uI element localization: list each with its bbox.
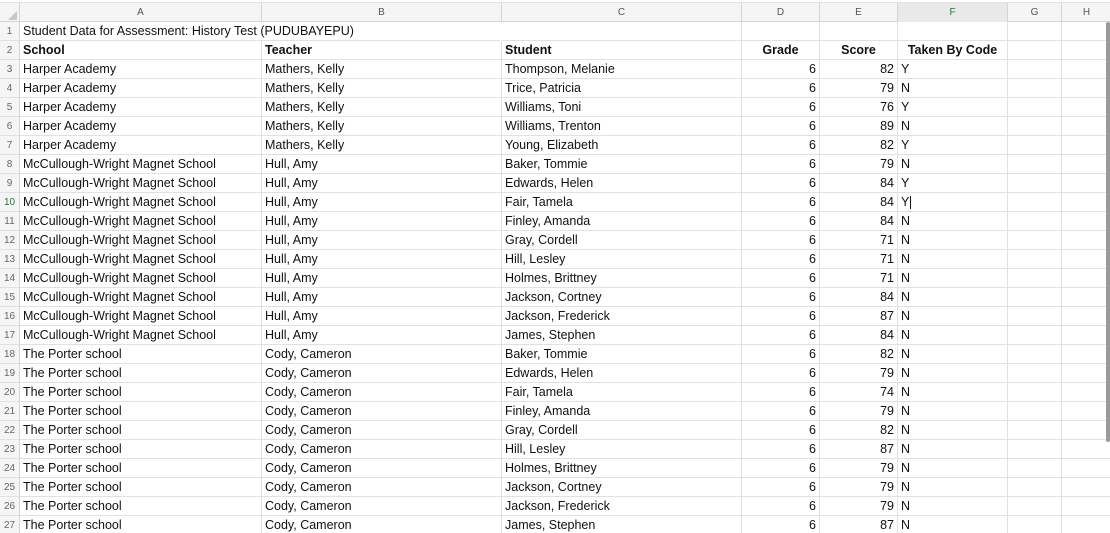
school-cell[interactable]: The Porter school <box>20 345 262 364</box>
score-cell[interactable]: 82 <box>820 136 898 155</box>
student-cell[interactable]: Baker, Tommie <box>502 345 742 364</box>
empty-cell[interactable] <box>1062 440 1110 459</box>
row-header[interactable]: 27 <box>0 516 20 533</box>
row-header[interactable]: 3 <box>0 60 20 79</box>
taken-by-code-cell[interactable]: N <box>898 383 1008 402</box>
score-cell[interactable]: 79 <box>820 497 898 516</box>
row-header[interactable]: 2 <box>0 41 20 60</box>
score-cell[interactable]: 79 <box>820 79 898 98</box>
column-header-bar <box>0 2 1110 22</box>
score-cell[interactable]: 84 <box>820 212 898 231</box>
grade-cell[interactable]: 6 <box>742 231 820 250</box>
empty-cell[interactable] <box>1008 269 1062 288</box>
sheet-title-cell[interactable]: Student Data for Assessment: History Test (PUDUBAYEPU) <box>20 22 500 41</box>
school-cell[interactable]: McCullough-Wright Magnet School <box>20 155 262 174</box>
table-row <box>0 60 1110 79</box>
table-row <box>0 22 1110 41</box>
row-header[interactable]: 5 <box>0 98 20 117</box>
school-cell[interactable]: McCullough-Wright Magnet School <box>20 288 262 307</box>
empty-cell[interactable] <box>1008 459 1062 478</box>
grade-cell[interactable]: 6 <box>742 364 820 383</box>
school-cell[interactable]: McCullough-Wright Magnet School <box>20 174 262 193</box>
empty-cell[interactable] <box>1008 155 1062 174</box>
student-cell[interactable]: Edwards, Helen <box>502 174 742 193</box>
teacher-cell[interactable]: Hull, Amy <box>262 155 502 174</box>
table-row <box>0 174 1110 193</box>
column-header-b[interactable]: B <box>262 3 502 22</box>
score-cell[interactable]: 71 <box>820 269 898 288</box>
teacher-cell[interactable]: Cody, Cameron <box>262 421 502 440</box>
grade-cell[interactable]: 6 <box>742 440 820 459</box>
grade-cell[interactable]: 6 <box>742 117 820 136</box>
column-header-d[interactable]: D <box>742 3 820 22</box>
empty-cell[interactable] <box>1062 269 1110 288</box>
grade-cell[interactable]: 6 <box>742 307 820 326</box>
row-header[interactable]: 24 <box>0 459 20 478</box>
teacher-cell[interactable]: Hull, Amy <box>262 288 502 307</box>
grade-cell[interactable]: 6 <box>742 421 820 440</box>
empty-cell[interactable] <box>1062 174 1110 193</box>
grade-cell[interactable]: 6 <box>742 516 820 533</box>
row-header[interactable]: 25 <box>0 478 20 497</box>
empty-cell[interactable] <box>1062 98 1110 117</box>
empty-cell[interactable] <box>1008 212 1062 231</box>
school-cell[interactable]: The Porter school <box>20 364 262 383</box>
score-cell[interactable]: 79 <box>820 459 898 478</box>
student-cell[interactable]: Baker, Tommie <box>502 155 742 174</box>
teacher-cell[interactable]: Hull, Amy <box>262 250 502 269</box>
school-cell[interactable]: Harper Academy <box>20 117 262 136</box>
header-school[interactable]: School <box>20 41 262 60</box>
student-cell[interactable]: Gray, Cordell <box>502 421 742 440</box>
teacher-cell[interactable]: Cody, Cameron <box>262 459 502 478</box>
student-cell[interactable]: Finley, Amanda <box>502 402 742 421</box>
row-header[interactable]: 7 <box>0 136 20 155</box>
school-cell[interactable]: The Porter school <box>20 383 262 402</box>
empty-cell[interactable] <box>1008 136 1062 155</box>
student-cell[interactable]: Jackson, Frederick <box>502 497 742 516</box>
empty-cell[interactable] <box>1062 326 1110 345</box>
grade-cell[interactable]: 6 <box>742 155 820 174</box>
empty-cell[interactable] <box>1008 345 1062 364</box>
teacher-cell[interactable]: Cody, Cameron <box>262 516 502 533</box>
student-cell[interactable]: Gray, Cordell <box>502 231 742 250</box>
score-cell[interactable]: 74 <box>820 383 898 402</box>
taken-by-code-cell[interactable]: N <box>898 307 1008 326</box>
empty-cell[interactable] <box>1062 383 1110 402</box>
school-cell[interactable]: McCullough-Wright Magnet School <box>20 231 262 250</box>
empty-cell[interactable] <box>1008 41 1062 60</box>
school-cell[interactable]: The Porter school <box>20 421 262 440</box>
student-cell[interactable]: Jackson, Cortney <box>502 478 742 497</box>
empty-cell[interactable] <box>1008 364 1062 383</box>
school-cell[interactable]: Harper Academy <box>20 79 262 98</box>
empty-cell[interactable] <box>820 22 898 41</box>
school-cell[interactable]: Harper Academy <box>20 98 262 117</box>
table-row <box>0 326 1110 345</box>
row-header[interactable]: 10 <box>0 193 20 212</box>
row-header[interactable]: 22 <box>0 421 20 440</box>
table-row <box>0 193 1110 212</box>
table-row <box>0 98 1110 117</box>
empty-cell[interactable] <box>1062 402 1110 421</box>
student-cell[interactable]: James, Stephen <box>502 326 742 345</box>
header-teacher[interactable]: Teacher <box>262 41 502 60</box>
student-cell[interactable]: Williams, Toni <box>502 98 742 117</box>
empty-cell[interactable] <box>1062 136 1110 155</box>
row-header[interactable]: 16 <box>0 307 20 326</box>
row-header[interactable]: 13 <box>0 250 20 269</box>
table-row <box>0 117 1110 136</box>
table-row <box>0 79 1110 98</box>
school-cell[interactable]: The Porter school <box>20 497 262 516</box>
school-cell[interactable]: The Porter school <box>20 402 262 421</box>
header-grade[interactable]: Grade <box>742 41 820 60</box>
taken-by-code-cell[interactable]: N <box>898 288 1008 307</box>
row-header[interactable]: 6 <box>0 117 20 136</box>
teacher-cell[interactable]: Hull, Amy <box>262 231 502 250</box>
row-header[interactable]: 17 <box>0 326 20 345</box>
taken-by-code-cell[interactable]: N <box>898 516 1008 533</box>
taken-by-code-cell[interactable]: Y <box>898 98 1008 117</box>
taken-by-code-cell[interactable]: N <box>898 212 1008 231</box>
taken-by-code-cell[interactable]: N <box>898 117 1008 136</box>
score-cell[interactable]: 71 <box>820 231 898 250</box>
header-student[interactable]: Student <box>502 41 742 60</box>
row-header[interactable]: 20 <box>0 383 20 402</box>
row-header[interactable]: 23 <box>0 440 20 459</box>
score-cell[interactable]: 84 <box>820 326 898 345</box>
teacher-cell[interactable]: Cody, Cameron <box>262 383 502 402</box>
grade-cell[interactable]: 6 <box>742 326 820 345</box>
teacher-cell[interactable]: Hull, Amy <box>262 326 502 345</box>
student-cell[interactable]: Thompson, Melanie <box>502 60 742 79</box>
empty-cell[interactable] <box>1008 22 1062 41</box>
column-header-e[interactable]: E <box>820 3 898 22</box>
row-header[interactable]: 9 <box>0 174 20 193</box>
header-taken-by-code[interactable]: Taken By Code <box>898 41 1008 60</box>
table-row <box>0 307 1110 326</box>
taken-by-code-cell[interactable]: N <box>898 155 1008 174</box>
taken-by-code-cell[interactable]: Y <box>898 60 1008 79</box>
active-cell[interactable]: Y <box>898 193 1008 212</box>
empty-cell[interactable] <box>1062 60 1110 79</box>
row-header[interactable]: 14 <box>0 269 20 288</box>
vertical-scrollbar[interactable] <box>1106 22 1110 442</box>
empty-cell[interactable] <box>1062 212 1110 231</box>
header-score[interactable]: Score <box>820 41 898 60</box>
grade-cell[interactable]: 6 <box>742 60 820 79</box>
student-cell[interactable]: Fair, Tamela <box>502 383 742 402</box>
taken-by-code-cell[interactable]: N <box>898 231 1008 250</box>
student-cell[interactable]: Hill, Lesley <box>502 440 742 459</box>
empty-cell[interactable] <box>1008 117 1062 136</box>
table-row <box>0 269 1110 288</box>
row-header[interactable]: 26 <box>0 497 20 516</box>
column-header-c[interactable]: C <box>502 3 742 22</box>
empty-cell[interactable] <box>1062 307 1110 326</box>
teacher-cell[interactable]: Mathers, Kelly <box>262 117 502 136</box>
empty-cell[interactable] <box>1062 79 1110 98</box>
table-row <box>0 155 1110 174</box>
score-cell[interactable]: 84 <box>820 288 898 307</box>
student-cell[interactable]: Holmes, Brittney <box>502 269 742 288</box>
grade-cell[interactable]: 6 <box>742 288 820 307</box>
taken-by-code-cell[interactable]: N <box>898 345 1008 364</box>
empty-cell[interactable] <box>1008 402 1062 421</box>
empty-cell[interactable] <box>1062 288 1110 307</box>
grade-cell[interactable]: 6 <box>742 478 820 497</box>
school-cell[interactable]: The Porter school <box>20 478 262 497</box>
teacher-cell[interactable]: Cody, Cameron <box>262 440 502 459</box>
table-row <box>0 516 1110 533</box>
taken-by-code-cell[interactable]: N <box>898 459 1008 478</box>
student-cell[interactable]: Finley, Amanda <box>502 212 742 231</box>
taken-by-code-cell[interactable]: Y <box>898 136 1008 155</box>
teacher-cell[interactable]: Mathers, Kelly <box>262 98 502 117</box>
empty-cell[interactable] <box>1062 497 1110 516</box>
score-cell[interactable]: 82 <box>820 345 898 364</box>
table-row <box>0 250 1110 269</box>
table-row <box>0 383 1110 402</box>
empty-cell[interactable] <box>1062 22 1110 41</box>
row-header[interactable]: 18 <box>0 345 20 364</box>
score-cell[interactable]: 84 <box>820 174 898 193</box>
student-cell[interactable]: Jackson, Cortney <box>502 288 742 307</box>
empty-cell[interactable] <box>502 22 742 41</box>
teacher-cell[interactable]: Hull, Amy <box>262 269 502 288</box>
teacher-cell[interactable]: Hull, Amy <box>262 212 502 231</box>
teacher-cell[interactable]: Cody, Cameron <box>262 364 502 383</box>
student-cell[interactable]: Edwards, Helen <box>502 364 742 383</box>
taken-by-code-cell[interactable]: N <box>898 497 1008 516</box>
empty-cell[interactable] <box>1008 421 1062 440</box>
school-cell[interactable]: McCullough-Wright Magnet School <box>20 269 262 288</box>
empty-cell[interactable] <box>1008 307 1062 326</box>
teacher-cell[interactable]: Mathers, Kelly <box>262 136 502 155</box>
school-cell[interactable]: The Porter school <box>20 516 262 533</box>
score-cell[interactable]: 79 <box>820 402 898 421</box>
grade-cell[interactable]: 6 <box>742 459 820 478</box>
teacher-cell[interactable]: Hull, Amy <box>262 193 502 212</box>
taken-by-code-cell[interactable]: N <box>898 421 1008 440</box>
grade-cell[interactable]: 6 <box>742 250 820 269</box>
grade-cell[interactable]: 6 <box>742 383 820 402</box>
row-header[interactable]: 1 <box>0 22 20 41</box>
column-header-h[interactable]: H <box>1062 3 1110 22</box>
table-row <box>0 364 1110 383</box>
table-row <box>0 212 1110 231</box>
grade-cell[interactable]: 6 <box>742 98 820 117</box>
score-cell[interactable]: 87 <box>820 440 898 459</box>
grade-cell[interactable]: 6 <box>742 345 820 364</box>
grade-cell[interactable]: 6 <box>742 136 820 155</box>
school-cell[interactable]: Harper Academy <box>20 60 262 79</box>
teacher-cell[interactable]: Cody, Cameron <box>262 402 502 421</box>
empty-cell[interactable] <box>1008 60 1062 79</box>
score-cell[interactable]: 76 <box>820 98 898 117</box>
column-header-f[interactable]: F <box>898 3 1008 22</box>
empty-cell[interactable] <box>1062 345 1110 364</box>
school-cell[interactable]: McCullough-Wright Magnet School <box>20 307 262 326</box>
table-row <box>0 231 1110 250</box>
student-cell[interactable]: Young, Elizabeth <box>502 136 742 155</box>
empty-cell[interactable] <box>898 22 1008 41</box>
grade-cell[interactable]: 6 <box>742 402 820 421</box>
student-cell[interactable]: Williams, Trenton <box>502 117 742 136</box>
empty-cell[interactable] <box>1008 478 1062 497</box>
empty-cell[interactable] <box>1008 497 1062 516</box>
empty-cell[interactable] <box>1062 41 1110 60</box>
empty-cell[interactable] <box>742 22 820 41</box>
score-cell[interactable]: 79 <box>820 478 898 497</box>
grade-cell[interactable]: 6 <box>742 79 820 98</box>
row-header[interactable]: 15 <box>0 288 20 307</box>
empty-cell[interactable] <box>1008 383 1062 402</box>
score-cell[interactable]: 89 <box>820 117 898 136</box>
teacher-cell[interactable]: Cody, Cameron <box>262 478 502 497</box>
teacher-cell[interactable]: Hull, Amy <box>262 174 502 193</box>
row-header[interactable]: 11 <box>0 212 20 231</box>
student-cell[interactable]: Fair, Tamela <box>502 193 742 212</box>
teacher-cell[interactable]: Cody, Cameron <box>262 497 502 516</box>
taken-by-code-cell[interactable]: N <box>898 478 1008 497</box>
empty-cell[interactable] <box>1062 459 1110 478</box>
school-cell[interactable]: McCullough-Wright Magnet School <box>20 212 262 231</box>
score-cell[interactable]: 87 <box>820 307 898 326</box>
grade-cell[interactable]: 6 <box>742 212 820 231</box>
taken-by-code-cell[interactable]: N <box>898 364 1008 383</box>
table-row <box>0 440 1110 459</box>
empty-cell[interactable] <box>1008 79 1062 98</box>
score-cell[interactable]: 84 <box>820 193 898 212</box>
taken-by-code-cell[interactable]: N <box>898 79 1008 98</box>
student-cell[interactable]: Holmes, Brittney <box>502 459 742 478</box>
select-all-icon <box>8 11 17 20</box>
empty-cell[interactable] <box>1008 440 1062 459</box>
grade-cell[interactable]: 6 <box>742 174 820 193</box>
score-cell[interactable]: 82 <box>820 421 898 440</box>
taken-by-code-cell[interactable]: N <box>898 250 1008 269</box>
table-row <box>0 345 1110 364</box>
student-cell[interactable]: Hill, Lesley <box>502 250 742 269</box>
empty-cell[interactable] <box>1008 288 1062 307</box>
student-cell[interactable]: James, Stephen <box>502 516 742 533</box>
teacher-cell[interactable]: Mathers, Kelly <box>262 79 502 98</box>
school-cell[interactable]: McCullough-Wright Magnet School <box>20 326 262 345</box>
grade-cell[interactable]: 6 <box>742 269 820 288</box>
row-header[interactable]: 21 <box>0 402 20 421</box>
taken-by-code-cell[interactable]: N <box>898 440 1008 459</box>
table-row <box>0 421 1110 440</box>
row-header[interactable]: 4 <box>0 79 20 98</box>
column-header-a[interactable]: A <box>20 3 262 22</box>
taken-by-code-cell[interactable]: N <box>898 402 1008 421</box>
student-cell[interactable]: Trice, Patricia <box>502 79 742 98</box>
empty-cell[interactable] <box>1008 326 1062 345</box>
taken-by-code-cell[interactable]: N <box>898 326 1008 345</box>
school-cell[interactable]: The Porter school <box>20 459 262 478</box>
score-cell[interactable]: 82 <box>820 60 898 79</box>
grade-cell[interactable]: 6 <box>742 497 820 516</box>
empty-cell[interactable] <box>1062 231 1110 250</box>
empty-cell[interactable] <box>1062 250 1110 269</box>
row-header[interactable]: 19 <box>0 364 20 383</box>
table-row <box>0 459 1110 478</box>
row-header[interactable]: 12 <box>0 231 20 250</box>
table-row <box>0 41 1110 60</box>
empty-cell[interactable] <box>1008 231 1062 250</box>
empty-cell[interactable] <box>1008 516 1062 533</box>
school-cell[interactable]: McCullough-Wright Magnet School <box>20 250 262 269</box>
school-cell[interactable]: Harper Academy <box>20 136 262 155</box>
table-row <box>0 478 1110 497</box>
table-row <box>0 136 1110 155</box>
empty-cell[interactable] <box>1008 250 1062 269</box>
school-cell[interactable]: McCullough-Wright Magnet School <box>20 193 262 212</box>
score-cell[interactable]: 87 <box>820 516 898 533</box>
empty-cell[interactable] <box>1062 421 1110 440</box>
teacher-cell[interactable]: Cody, Cameron <box>262 345 502 364</box>
score-cell[interactable]: 79 <box>820 364 898 383</box>
school-cell[interactable]: The Porter school <box>20 440 262 459</box>
grade-cell[interactable]: 6 <box>742 193 820 212</box>
taken-by-code-cell[interactable]: N <box>898 269 1008 288</box>
column-header-g[interactable]: G <box>1008 3 1062 22</box>
empty-cell[interactable] <box>1062 193 1110 212</box>
select-all-corner[interactable] <box>0 3 20 22</box>
row-header[interactable]: 8 <box>0 155 20 174</box>
teacher-cell[interactable]: Mathers, Kelly <box>262 60 502 79</box>
empty-cell[interactable] <box>1062 155 1110 174</box>
table-row <box>0 402 1110 421</box>
empty-cell[interactable] <box>1008 174 1062 193</box>
score-cell[interactable]: 71 <box>820 250 898 269</box>
empty-cell[interactable] <box>1062 516 1110 533</box>
student-cell[interactable]: Jackson, Frederick <box>502 307 742 326</box>
empty-cell[interactable] <box>1008 98 1062 117</box>
table-row <box>0 497 1110 516</box>
empty-cell[interactable] <box>1062 117 1110 136</box>
taken-by-code-cell[interactable]: Y <box>898 174 1008 193</box>
empty-cell[interactable] <box>1062 364 1110 383</box>
score-cell[interactable]: 79 <box>820 155 898 174</box>
empty-cell[interactable] <box>1062 478 1110 497</box>
table-row <box>0 288 1110 307</box>
empty-cell[interactable] <box>1008 193 1062 212</box>
teacher-cell[interactable]: Hull, Amy <box>262 307 502 326</box>
